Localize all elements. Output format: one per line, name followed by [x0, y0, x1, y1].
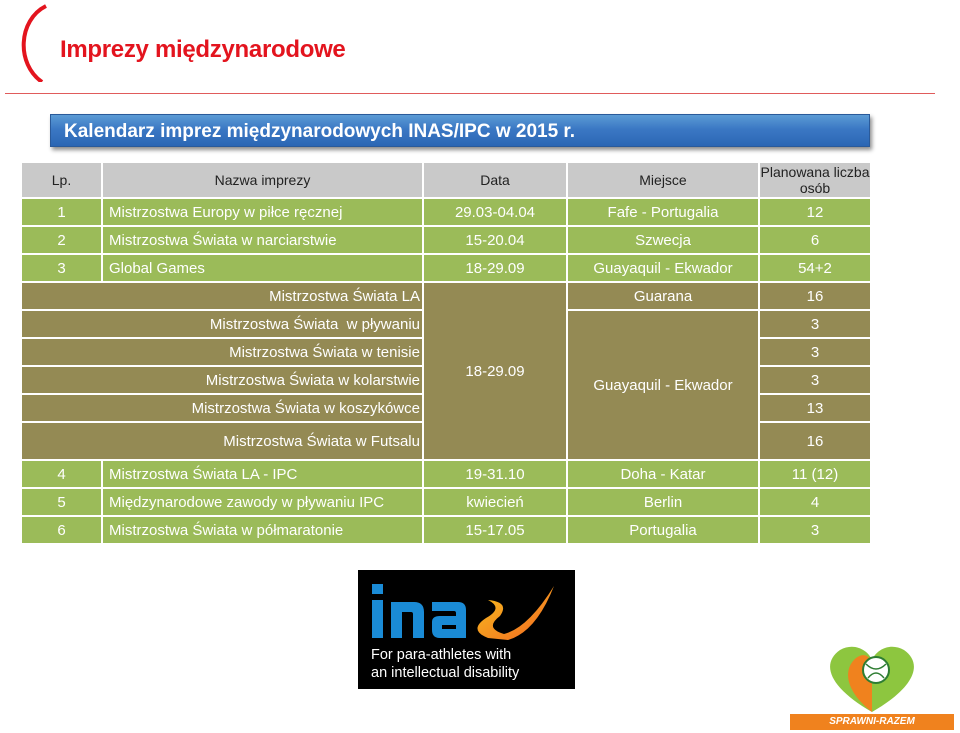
- header-people: Planowana liczba osób: [760, 164, 870, 196]
- row3-place: Guayaquil - Ekwador: [568, 255, 758, 281]
- row4-date: 19-31.10: [424, 461, 566, 487]
- row6-place: Portugalia: [568, 517, 758, 543]
- row4-name: Mistrzostwa Świata LA - IPC: [103, 461, 422, 487]
- gg-place-guarana: Guarana: [568, 283, 758, 309]
- row5-place: Berlin: [568, 489, 758, 515]
- gg-event-la: Mistrzostwa Świata LA: [22, 283, 422, 309]
- gg-people-la: 16: [760, 283, 870, 309]
- row2-date: 15-20.04: [424, 227, 566, 253]
- gg-event-tennis: Mistrzostwa Świata w tenisie: [22, 339, 422, 365]
- row6-people: 3: [760, 517, 870, 543]
- page-title: Imprezy międzynarodowe: [60, 36, 346, 63]
- gg-people-swimming: 3: [760, 311, 870, 337]
- row5-lp: 5: [22, 489, 101, 515]
- badge-text: SPRAWNI-RAZEM: [829, 716, 915, 727]
- row4-place: Doha - Katar: [568, 461, 758, 487]
- gg-date: 18-29.09: [424, 283, 566, 459]
- row1-lp: 1: [22, 199, 101, 225]
- logo-tagline-1: For para-athletes with: [371, 647, 512, 663]
- row1-name: Mistrzostwa Europy w piłce ręcznej: [103, 199, 422, 225]
- row4-lp: 4: [22, 461, 101, 487]
- row1-date: 29.03-04.04: [424, 199, 566, 225]
- row2-name: Mistrzostwa Świata w narciarstwie: [103, 227, 422, 253]
- row3-people: 54+2: [760, 255, 870, 281]
- row3-name: Global Games: [103, 255, 422, 281]
- header-date: Data: [424, 163, 566, 197]
- row4-people: 11 (12): [760, 461, 870, 487]
- header-place: Miejsce: [568, 163, 758, 197]
- heart-ball-icon: [790, 640, 954, 716]
- row1-place: Fafe - Portugalia: [568, 199, 758, 225]
- gg-event-cycling: Mistrzostwa Świata w kolarstwie: [22, 367, 422, 393]
- row5-name: Międzynarodowe zawody w pływaniu IPC: [103, 489, 422, 515]
- gg-place-guayaquil: Guayaquil - Ekwador: [568, 311, 758, 459]
- gg-people-cycling: 3: [760, 367, 870, 393]
- inas-logo: [358, 570, 575, 689]
- row2-place: Szwecja: [568, 227, 758, 253]
- row1-people: 12: [760, 199, 870, 225]
- row6-name: Mistrzostwa Świata w półmaratonie: [103, 517, 422, 543]
- gg-people-basketball: 13: [760, 395, 870, 421]
- row5-date: kwiecień: [424, 489, 566, 515]
- row6-lp: 6: [22, 517, 101, 543]
- gg-people-futsal: 16: [760, 423, 870, 459]
- logo-tagline-2: an intellectual disability: [371, 665, 520, 681]
- calendar-banner: Kalendarz imprez międzynarodowych INAS/IPC w 2015 r.: [50, 114, 870, 147]
- row6-date: 15-17.05: [424, 517, 566, 543]
- inas-wordmark-graphic: [358, 570, 575, 646]
- gg-event-basketball: Mistrzostwa Świata w koszykówce: [22, 395, 422, 421]
- row2-lp: 2: [22, 227, 101, 253]
- gg-people-tennis: 3: [760, 339, 870, 365]
- row2-people: 6: [760, 227, 870, 253]
- row3-date: 18-29.09: [424, 255, 566, 281]
- header-lp: Lp.: [22, 163, 101, 197]
- sprawni-razem-logo: [790, 640, 954, 732]
- gg-event-swimming: Mistrzostwa Świata w pływaniu: [22, 311, 422, 337]
- header-name: Nazwa imprezy: [103, 163, 422, 197]
- row3-lp: 3: [22, 255, 101, 281]
- gg-event-futsal: Mistrzostwa Świata w Futsalu: [22, 423, 422, 459]
- row5-people: 4: [760, 489, 870, 515]
- title-divider: [5, 93, 935, 94]
